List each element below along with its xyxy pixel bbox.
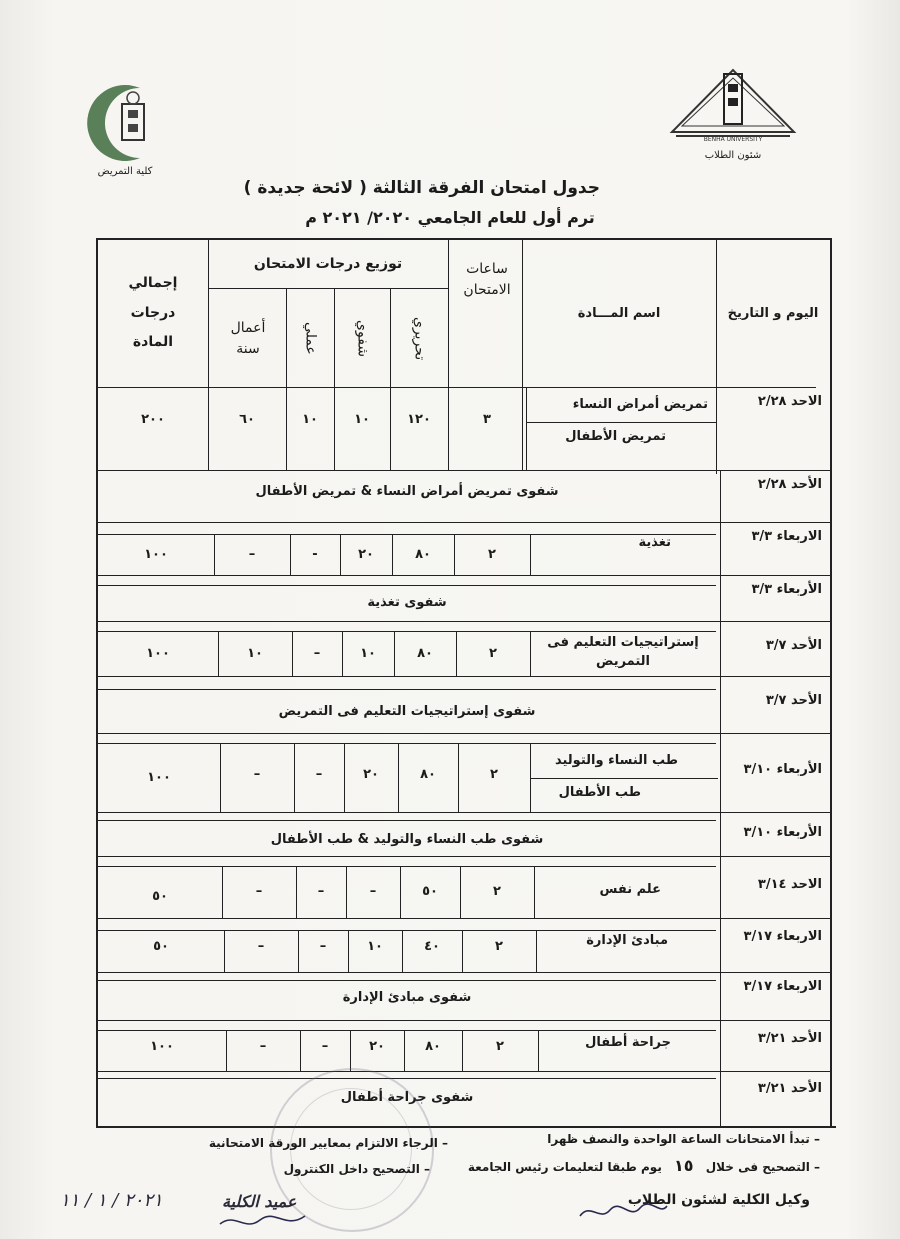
note-paper-standards: – الرجاء الالتزام بمعايير الورقة الامتحانية (208, 1136, 448, 1150)
dean-title: عميد الكلية (222, 1192, 297, 1211)
header-practical: عملي (302, 322, 319, 355)
row-written: ١٢٠ (407, 412, 431, 428)
row-practical: – (315, 767, 323, 783)
row-line (96, 733, 832, 734)
row-oral: – (369, 884, 377, 900)
row-subject-secondary: تمريض الأطفال (565, 429, 666, 445)
note-exam-start-time: – تبدأ الامتحانات الساعة الواحدة والنصف ظهرا (547, 1132, 820, 1146)
row-coursework: – (257, 939, 265, 955)
header-subject: اسم المـــادة (577, 305, 661, 321)
header-oral: شفوي (354, 320, 371, 358)
header-written: تحريري (411, 316, 428, 361)
row-oral: ٢٠ (369, 1039, 385, 1055)
note-correction-suffix: يوم طبقا لتعليمات رئيس الجامعة (467, 1160, 662, 1174)
row-line (96, 1071, 832, 1072)
row-subject: تمريض أمراض النساء (572, 396, 708, 412)
row-date: الاربعاء ٣/١٧ (743, 929, 822, 945)
header-hours: ساعات الامتحان (463, 261, 511, 298)
row-practical: – (317, 884, 325, 900)
row-date: الأربعاء ٣/١٠ (743, 762, 822, 778)
note-correction-prefix: – التصحيح فى خلال (705, 1160, 820, 1174)
header-distribution: توزيع درجات الامتحان (253, 255, 403, 272)
vice-dean-signature-icon (575, 1198, 670, 1228)
row-line (96, 689, 716, 690)
row-subject: علم نفس (599, 882, 661, 898)
row-coursework: ١٠ (247, 645, 263, 661)
row-date: الأحد ٣/٧ (765, 693, 822, 709)
row-written: ٨٠ (417, 645, 433, 661)
dean-signature-icon (215, 1210, 310, 1236)
row-hours: ٢ (489, 645, 497, 661)
row-date: الأحد ٣/٢١ (757, 1031, 822, 1047)
row-date: الأربعاء ٣/٣ (751, 582, 822, 598)
header-day-date: اليوم و التاريخ (727, 305, 819, 321)
row-date: الأحد ٣/٢١ (757, 1081, 822, 1097)
faculty-of-nursing-logo-icon (70, 82, 180, 162)
row-coursework: – (255, 884, 263, 900)
row-practical: ١٠ (302, 412, 318, 428)
faculty-of-nursing-logo (70, 82, 180, 182)
row-oral: ٢٠ (358, 546, 374, 562)
row-total: ١٠٠ (150, 1039, 174, 1055)
note-correction-days: ١٥ (674, 1156, 694, 1175)
header-coursework: أعمال سنة (230, 319, 266, 357)
row-line (96, 812, 832, 813)
row-subject-secondary: طب الأطفال (558, 785, 641, 801)
students-affairs-label: شئون الطلاب (704, 150, 762, 161)
oral-exam-row: شفوى طب النساء والتوليد & طب الأطفال (270, 832, 544, 848)
row-total: ٥٠ (152, 889, 168, 905)
row-line (96, 866, 716, 867)
note-control-correction: – التصحيح داخل الكنترول (283, 1162, 430, 1176)
row-total: ١٠٠ (147, 770, 171, 786)
row-written: ٨٠ (420, 767, 436, 783)
note-correction-period (468, 1156, 820, 1175)
row-oral: ٢٠ (363, 767, 379, 783)
row-subject: مبادئ الإدارة (586, 933, 668, 949)
row-practical: - (312, 546, 318, 562)
row-line (96, 1020, 832, 1021)
row-coursework: ٦٠ (239, 412, 255, 428)
row-subject: جراحة أطفال (585, 1035, 671, 1051)
oral-exam-row: شفوى جراحة أطفال (340, 1090, 474, 1106)
page-title: جدول امتحان الفرقة الثالثة ( لائحة جديدة ) (243, 178, 600, 198)
row-written: ٤٠ (424, 939, 440, 955)
row-date: الاربعاء ٣/١٧ (743, 979, 822, 995)
row-coursework: – (253, 767, 261, 783)
row-coursework: – (259, 1039, 267, 1055)
oral-exam-row: شفوى تغذية (367, 595, 447, 611)
row-total: ٢٠٠ (141, 412, 165, 428)
row-hours: ٢ (495, 939, 503, 955)
row-hours: ٢ (496, 1039, 504, 1055)
oral-exam-row: شفوى تمريض أمراض النساء & تمريض الأطفال (255, 484, 559, 500)
row-coursework: – (248, 546, 256, 562)
row-practical: – (321, 1039, 329, 1055)
row-subject: طب النساء والتوليد (554, 752, 678, 768)
row-hours: ٢ (493, 884, 501, 900)
row-date: الاحد ٢/٢٨ (757, 394, 822, 410)
row-written: ٨٠ (425, 1039, 441, 1055)
vice-dean-title: وكيل الكلية لشئون الطلاب (627, 1192, 810, 1208)
benha-university-logo (668, 62, 798, 172)
row-hours: ٢ (490, 767, 498, 783)
row-line (96, 918, 832, 919)
row-subject: تغذية (638, 535, 671, 551)
row-written: ٥٠ (422, 884, 438, 900)
row-hours: ٢ (488, 546, 496, 562)
row-date: الأربعاء ٣/١٠ (743, 825, 822, 841)
row-date: الاحد ٣/١٤ (757, 877, 822, 893)
row-line (96, 621, 832, 622)
handwritten-date: ٢٠٢١ / ١ / ١١ (60, 1190, 163, 1211)
faculty-of-nursing-label: كلية التمريض (97, 166, 153, 177)
row-line (96, 1078, 716, 1079)
row-written: ٨٠ (415, 546, 431, 562)
row-date: الأحد ٣/٧ (765, 638, 822, 654)
row-oral: ١٠ (360, 645, 376, 661)
row-line (96, 676, 832, 677)
benha-university-logo-icon (668, 62, 798, 142)
row-date: الأحد ٢/٢٨ (757, 477, 822, 493)
row-line (96, 820, 716, 821)
row-total: ٥٠ (153, 939, 169, 955)
oral-exam-row: شفوى إستراتيجيات التعليم فى التمريض (278, 704, 536, 720)
row-date: الاربعاء ٣/٣ (751, 529, 822, 545)
row-subject: إستراتيجيات التعليم فى التمريض (547, 634, 699, 669)
row-oral: ١٠ (354, 412, 370, 428)
row-total: ١٠٠ (146, 645, 170, 661)
row-oral: ١٠ (367, 939, 383, 955)
header-total: إجمالي درجات المادة (128, 275, 178, 351)
distribution-subheader-line (208, 288, 448, 289)
row-practical: – (313, 645, 321, 661)
page-subtitle: ترم أول للعام الجامعي ٢٠٢٠/ ٢٠٢١ م (305, 208, 595, 227)
row-total: ١٠٠ (144, 546, 168, 562)
row-practical: – (319, 939, 327, 955)
table-border-right (830, 238, 832, 1126)
table-border-bottom (96, 1126, 836, 1128)
row-hours: ٣ (483, 412, 491, 428)
svg-text:BENHA UNIVERSITY: BENHA UNIVERSITY (703, 136, 763, 142)
oral-exam-row: شفوى مبادئ الإدارة (342, 990, 472, 1006)
